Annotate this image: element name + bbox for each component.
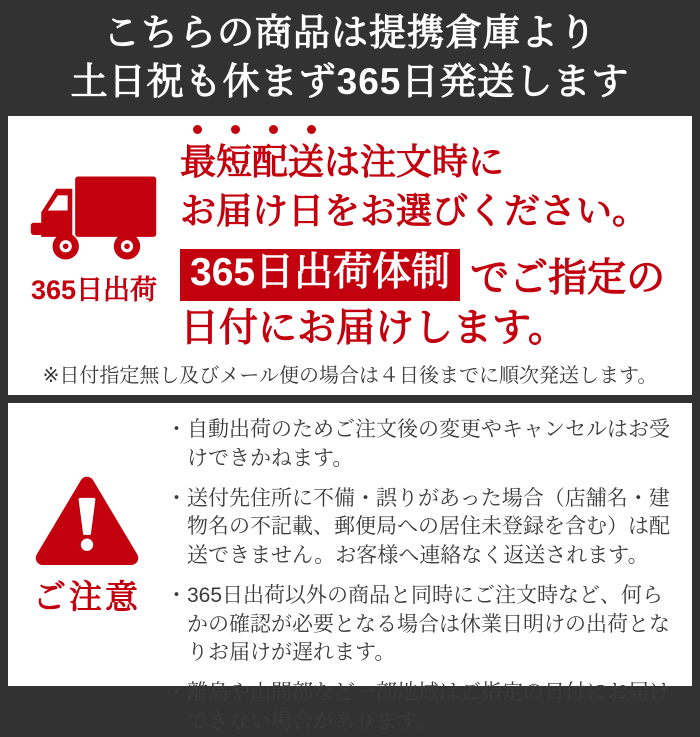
shipping-note: ※日付指定無し及びメール便の場合は４日後までに順次発送します。 <box>42 365 658 387</box>
caution-bullet-text: 送付先住所に不備・誤りがあった場合（店舗名・建物名の不記載、郵便局への居住未登録を含む）は配送できません。お客様へ連絡なく返送されます。 <box>187 486 670 568</box>
emphasis-dot <box>231 125 240 134</box>
highlight-line2: 日付にお届けします。 <box>180 306 567 350</box>
caution-bullet-text: 365日出荷以外の商品と同時にご注文時など、何らかの確認が必要となる場合は休業日明けの出荷となりお届けが遅れます。 <box>187 583 670 665</box>
banner-line1: こちらの商品は提携倉庫より <box>103 12 597 54</box>
caution-panel <box>8 403 692 733</box>
emphasis-dot <box>193 125 202 134</box>
banner-line2: 土日祝も休まず365日発送します <box>70 61 630 102</box>
emphasis-dot <box>307 125 316 134</box>
caution-bullet <box>166 416 680 474</box>
caution-bullet <box>166 582 680 668</box>
delivery-panel-main <box>8 116 692 352</box>
truck-column <box>8 116 180 352</box>
top-banner <box>0 0 700 116</box>
delivery-heading-line1 <box>180 138 692 187</box>
highlight-suffix: でご指定の <box>470 256 666 300</box>
delivery-heading-line2: お届け日をお選びください。 <box>180 189 649 231</box>
delivery-message-column <box>180 116 692 352</box>
highlight-badge: 365日出荷体制 <box>180 249 460 301</box>
highlight-line <box>180 247 692 303</box>
caution-bullet <box>166 485 680 571</box>
delivery-panel <box>8 116 692 395</box>
caution-bullet-text: 自動出荷のためご注文後の変更やキャンセルはお受けできかねます。 <box>187 418 670 470</box>
bullet-marker: ・ <box>166 583 187 607</box>
truck-caption: 365日出荷 <box>30 275 158 305</box>
truck-icon <box>28 170 160 266</box>
delivery-heading-emphasized: 最短配送 <box>180 141 325 182</box>
caution-bullet <box>166 679 680 737</box>
delivery-heading-rest: は注文時に <box>324 141 505 182</box>
caution-column <box>8 403 166 686</box>
emphasis-dot <box>269 125 278 134</box>
bullet-marker: ・ <box>166 681 187 705</box>
caution-label: ご注意 <box>33 578 141 615</box>
caution-bullet-list <box>166 403 692 733</box>
caution-bullet-text: 離島や山間部など一部地域はご指定の日付にお届けできない場合があります。 <box>187 681 670 733</box>
warning-triangle-icon <box>34 473 140 567</box>
bullet-marker: ・ <box>166 486 187 510</box>
emphasis-dots <box>180 125 692 135</box>
panel-divider <box>0 395 700 403</box>
bullet-marker: ・ <box>166 418 187 441</box>
